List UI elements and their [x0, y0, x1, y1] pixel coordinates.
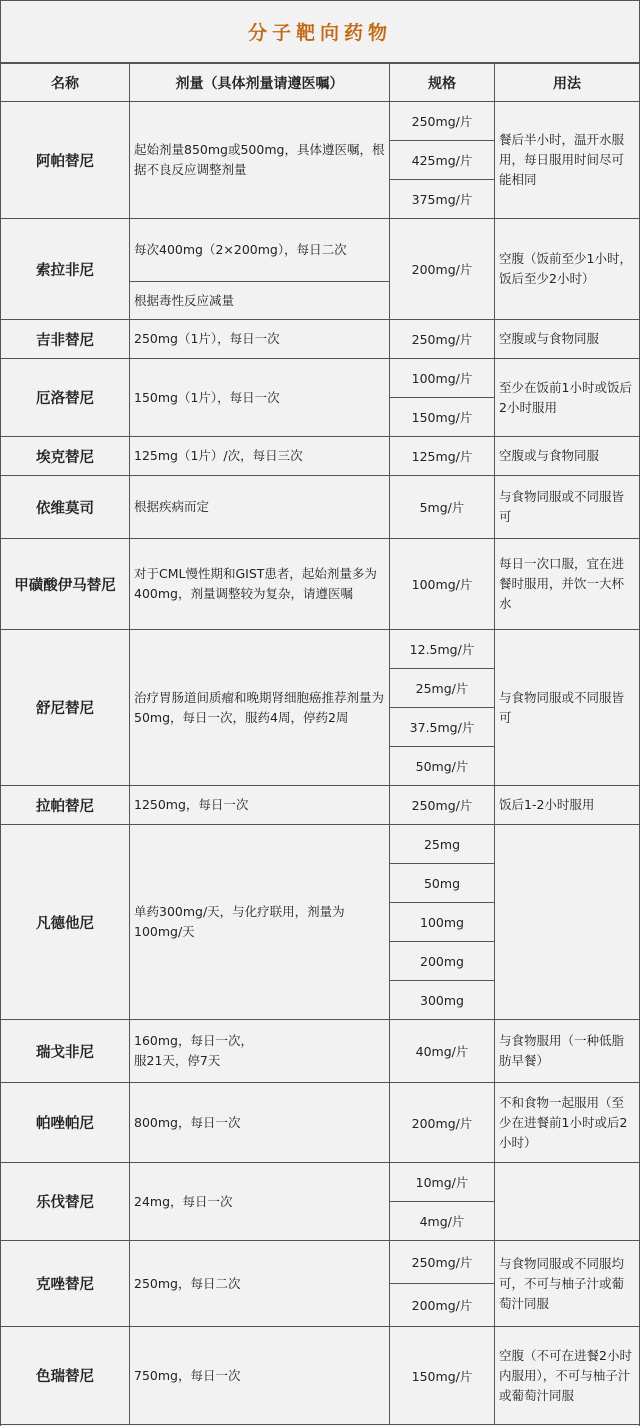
drug-spec: 150mg/片	[390, 1327, 495, 1425]
header-dose: 剂量（具体剂量请遵医嘱）	[130, 64, 390, 102]
drug-spec: 300mg	[390, 981, 495, 1020]
drug-spec: 37.5mg/片	[390, 708, 495, 747]
table-row	[1, 219, 640, 282]
drug-dose: 250mg，每日二次	[130, 1241, 390, 1327]
drug-name: 凡德他尼	[1, 825, 130, 1020]
page-title: 分子靶向药物	[1, 0, 639, 63]
drug-dose-line: 服21天，停7天	[134, 1053, 221, 1068]
table-row	[1, 476, 640, 539]
table-row	[1, 359, 640, 398]
drug-usage: 空腹（不可在进餐2小时内服用），不可与柚子汁或葡萄汁同服	[495, 1327, 640, 1425]
drug-usage: 空腹或与食物同服	[495, 437, 640, 476]
drug-name: 索拉非尼	[1, 219, 130, 320]
drug-usage: 餐后半小时，温开水服用，每日服用时间尽可能相同	[495, 102, 640, 219]
table-row	[1, 1083, 640, 1163]
drug-spec: 25mg	[390, 825, 495, 864]
drug-spec: 40mg/片	[390, 1020, 495, 1083]
drug-dose: 250mg（1片），每日一次	[130, 320, 390, 359]
drug-name: 色瑞替尼	[1, 1327, 130, 1425]
drug-spec: 25mg/片	[390, 669, 495, 708]
drug-spec: 5mg/片	[390, 476, 495, 539]
drug-table	[0, 63, 640, 1425]
table-row	[1, 786, 640, 825]
drug-dose: 对于CML慢性期和GIST患者，起始剂量多为400mg，剂量调整较为复杂，请遵医嘱	[130, 539, 390, 630]
drug-dose-line: 160mg，每日一次，	[134, 1033, 253, 1048]
drug-spec: 250mg/片	[390, 102, 495, 141]
drug-spec: 100mg	[390, 903, 495, 942]
drug-dose: 根据疾病而定	[130, 476, 390, 539]
drug-name: 舒尼替尼	[1, 630, 130, 786]
header-name: 名称	[1, 64, 130, 102]
drug-spec: 200mg	[390, 942, 495, 981]
table-row	[1, 1327, 640, 1425]
drug-usage: 空腹（饭前至少1小时，饭后至少2小时）	[495, 219, 640, 320]
drug-usage	[495, 825, 640, 1020]
table-row	[1, 320, 640, 359]
table-row	[1, 825, 640, 864]
drug-spec: 50mg	[390, 864, 495, 903]
drug-name: 埃克替尼	[1, 437, 130, 476]
drug-name: 厄洛替尼	[1, 359, 130, 437]
table-row	[1, 630, 640, 669]
header-row	[1, 64, 640, 102]
drug-name: 瑞戈非尼	[1, 1020, 130, 1083]
drug-usage: 空腹或与食物同服	[495, 320, 640, 359]
drug-spec: 250mg/片	[390, 786, 495, 825]
table-row	[1, 437, 640, 476]
drug-dose: 750mg，每日一次	[130, 1327, 390, 1425]
header-usage: 用法	[495, 64, 640, 102]
drug-dose	[130, 1020, 390, 1083]
table-row	[1, 102, 640, 141]
drug-name: 克唑替尼	[1, 1241, 130, 1327]
drug-dose: 24mg，每日一次	[130, 1163, 390, 1241]
drug-name: 拉帕替尼	[1, 786, 130, 825]
drug-spec: 250mg/片	[390, 320, 495, 359]
drug-dose: 1250mg，每日一次	[130, 786, 390, 825]
drug-usage: 饭后1-2小时服用	[495, 786, 640, 825]
drug-spec: 200mg/片	[390, 1083, 495, 1163]
drug-name: 帕唑帕尼	[1, 1083, 130, 1163]
drug-dose: 每次400mg（2×200mg），每日二次	[130, 219, 390, 282]
drug-dose: 150mg（1片），每日一次	[130, 359, 390, 437]
drug-spec: 375mg/片	[390, 180, 495, 219]
drug-spec: 4mg/片	[390, 1202, 495, 1241]
table-row	[1, 1241, 640, 1284]
drug-usage	[495, 1163, 640, 1241]
drug-usage: 不和食物一起服用（至少在进餐前1小时或后2小时）	[495, 1083, 640, 1163]
drug-dose: 单药300mg/天，与化疗联用，剂量为100mg/天	[130, 825, 390, 1020]
drug-spec: 425mg/片	[390, 141, 495, 180]
drug-dose: 起始剂量850mg或500mg，具体遵医嘱，根据不良反应调整剂量	[130, 102, 390, 219]
header-spec: 规格	[390, 64, 495, 102]
drug-spec: 100mg/片	[390, 359, 495, 398]
drug-spec: 125mg/片	[390, 437, 495, 476]
drug-dose: 800mg，每日一次	[130, 1083, 390, 1163]
drug-spec: 50mg/片	[390, 747, 495, 786]
drug-dose: 125mg（1片）/次，每日三次	[130, 437, 390, 476]
drug-spec: 200mg/片	[390, 1284, 495, 1327]
drug-name: 吉非替尼	[1, 320, 130, 359]
drug-name: 甲磺酸伊马替尼	[1, 539, 130, 630]
drug-spec: 150mg/片	[390, 398, 495, 437]
table-row	[1, 539, 640, 630]
drug-usage: 每日一次口服，宜在进餐时服用，并饮一大杯水	[495, 539, 640, 630]
drug-name: 乐伐替尼	[1, 1163, 130, 1241]
drug-usage: 与食物同服或不同服均可，不可与柚子汁或葡萄汁同服	[495, 1241, 640, 1327]
drug-spec: 12.5mg/片	[390, 630, 495, 669]
drug-usage: 至少在饭前1小时或饭后2小时服用	[495, 359, 640, 437]
drug-spec: 10mg/片	[390, 1163, 495, 1202]
drug-name: 阿帕替尼	[1, 102, 130, 219]
drug-dose: 治疗胃肠道间质瘤和晚期肾细胞癌推荐剂量为50mg，每日一次，服药4周，停药2周	[130, 630, 390, 786]
drug-usage: 与食物同服或不同服皆可	[495, 476, 640, 539]
table-row	[1, 1163, 640, 1202]
drug-name: 依维莫司	[1, 476, 130, 539]
drug-dose-note: 根据毒性反应减量	[130, 282, 390, 320]
drug-spec: 200mg/片	[390, 219, 495, 320]
drug-spec: 100mg/片	[390, 539, 495, 630]
drug-usage: 与食物同服或不同服皆可	[495, 630, 640, 786]
drug-spec: 250mg/片	[390, 1241, 495, 1284]
drug-usage: 与食物服用（一种低脂肪早餐）	[495, 1020, 640, 1083]
table-row	[1, 1020, 640, 1083]
